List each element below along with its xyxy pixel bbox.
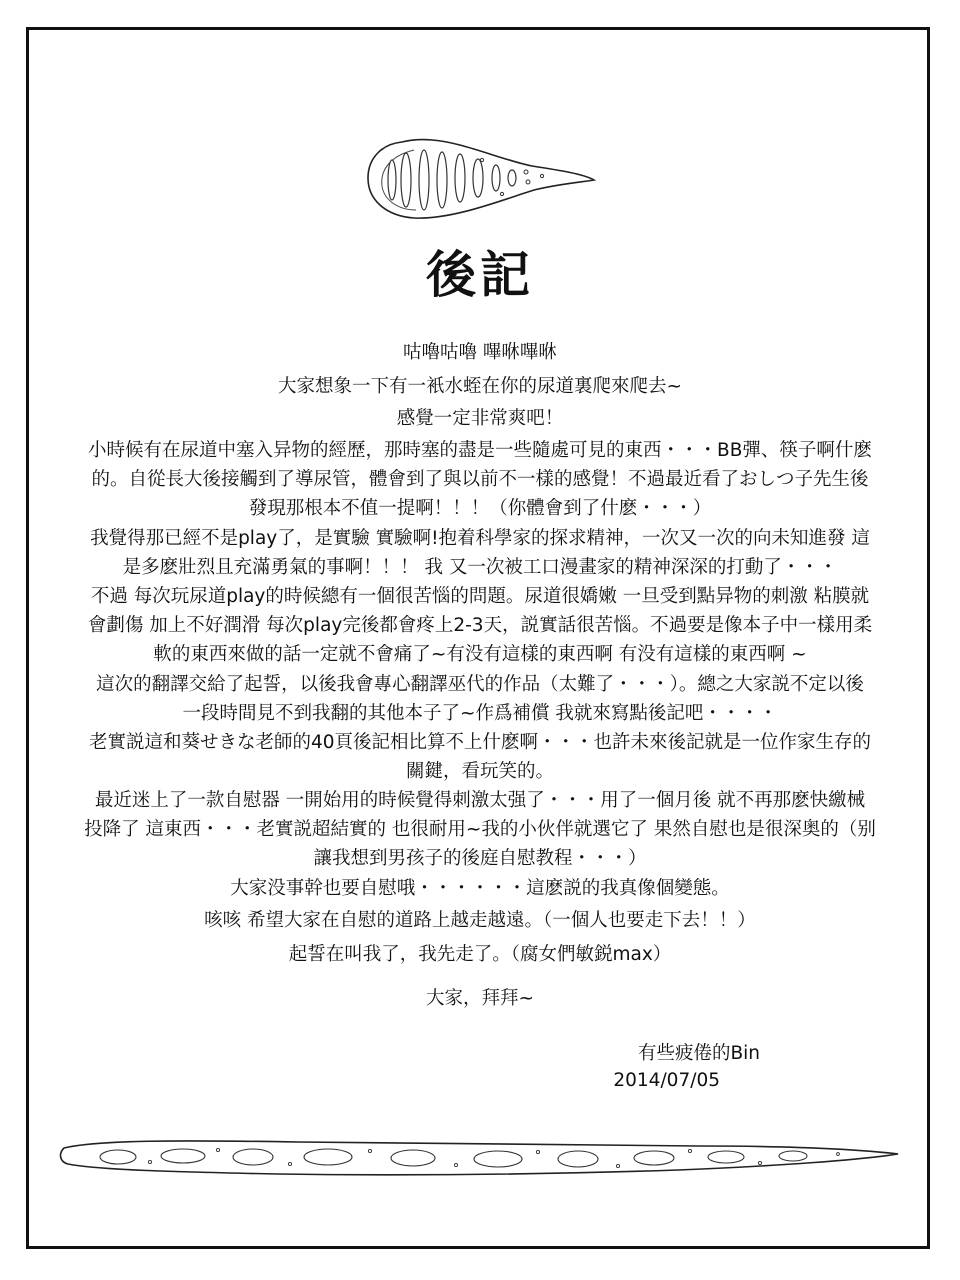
text-line: 感覺一定非常爽吧！ [396, 408, 564, 429]
text-line: 軟的東西來做的話一定就不會痛了~有没有這樣的東西啊 有没有這樣的東西啊 ~ [153, 644, 807, 665]
text-line: 這次的翻譯交給了起誓，以後我會專心翻譯巫代的作品（太難了・・・）。總之大家説不定以後 [96, 674, 864, 695]
text-line: 的。自從長大後接觸到了導尿管，體會到了與以前不一樣的感覺！不過最近看了おしつ子先生後 [91, 469, 869, 490]
text-line: 一段時間見不到我翻的其他本子了~作爲補償 我就來寫點後記吧・・・・ [182, 703, 778, 724]
paragraph [0, 436, 960, 523]
paragraph [0, 670, 960, 728]
paragraph [0, 984, 960, 1013]
leech-illustration-top [362, 130, 598, 226]
paragraph [0, 582, 960, 669]
text-line: 小時候有在尿道中塞入异物的經歷，那時塞的盡是一些隨處可見的東西・・・BB彈、筷子啊什麽 [88, 440, 872, 461]
leech-illustration-bottom [58, 1132, 902, 1182]
paragraph [0, 728, 960, 786]
paragraph [0, 940, 960, 969]
paragraph [0, 338, 960, 367]
text-line: 發現那根本不值一提啊！！！（你體會到了什麽・・・） [248, 498, 712, 519]
text-line: 關鍵，看玩笑的。 [405, 761, 554, 782]
paragraph [0, 906, 960, 935]
text-line: 大家，拜拜~ [425, 988, 534, 1009]
text-line: 大家想象一下有一衹水蛭在你的尿道裏爬來爬去~ [277, 376, 682, 397]
text-line: 老實説這和葵せきな老師的40頁後記相比算不上什麽啊・・・也許未來後記就是一位作家生存的 [88, 732, 872, 753]
signature [530, 1040, 760, 1094]
text-line: 起誓在叫我了，我先走了。（腐女們敏鋭max） [288, 944, 672, 965]
text-line: 會劃傷 加上不好潤滑 每次play完後都會疼上2-3天，説實話很苦惱。不過要是像本子中一樣用柔 [87, 615, 873, 636]
text-line: 不過 每次玩尿道play的時候總有一個很苦惱的問題。尿道很嬌嫩 一旦受到點异物的刺激 粘膜就 [90, 586, 870, 607]
paragraph [0, 786, 960, 873]
paragraph [0, 874, 960, 903]
paragraph [0, 524, 960, 582]
text-line: 咳咳 希望大家在自慰的道路上越走越遠。（一個人也要走下去！！） [204, 910, 756, 931]
text-line: 最近迷上了一款自慰器 一開始用的時候覺得刺激太强了・・・用了一個月後 就不再那麽快繳械 [94, 790, 866, 811]
signature-date: 2014/07/05 [613, 1070, 720, 1091]
text-line: 讓我想到男孩子的後庭自慰教程・・・） [313, 848, 647, 869]
page-title: 後記 [426, 246, 534, 304]
text-line: 是多麽壯烈且充滿勇氣的事啊！！！ 我 又一次被工口漫畫家的精神深深的打動了・・・ [122, 557, 838, 578]
paragraph [0, 404, 960, 433]
text-line: 咕嚕咕嚕 嗶咻嗶咻 [403, 342, 557, 363]
text-line: 投降了 這東西・・・老實説超結實的 也很耐用~我的小伙伴就選它了 果然自慰也是很深奥的（别 [84, 819, 876, 840]
text-line: 我覺得那已經不是play了，是實驗 實驗啊!抱着科學家的探求精神，一次又一次的向未知進發 這 [90, 528, 870, 549]
paragraph [0, 372, 960, 401]
text-line: 大家没事幹也要自慰哦・・・・・・這麽説的我真像個變態。 [230, 878, 730, 899]
signature-name: 有些疲倦的Bin [637, 1043, 760, 1064]
